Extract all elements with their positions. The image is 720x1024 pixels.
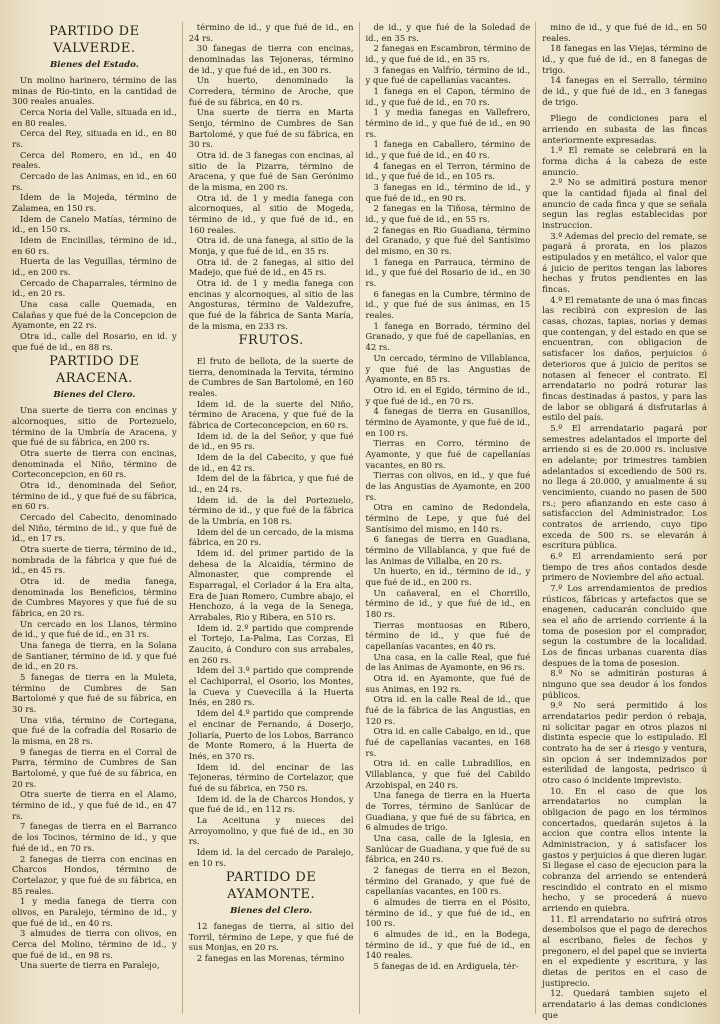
listing-paragraph: 7 fanegas de tierra en el Barranco de los Tocinos, término de id., y que fué de id., en 70 rs. bbox=[12, 821, 177, 853]
listing-paragraph: 6 fanegas en la Cumbre, término de id., y que fué de sus ánimas, en 15 reales. bbox=[365, 288, 531, 321]
listing-paragraph: 3 fanegas en Valfrío, término de id., y que fué de capellanías vacantes. bbox=[365, 64, 531, 86]
listing-paragraph: 2 fanegas en la Tiñosa, término de id., y que fué de id., en 55 rs. bbox=[365, 203, 531, 225]
listing-paragraph: Otra id. en calle Lubradillos, en Villablanca, y que fué del Cabildo Arzobispal, en 240 rs. bbox=[365, 758, 531, 790]
listing-paragraph: Otra id. de una fanega, al sitio de la Monja, y que fué de id., en 35 rs. bbox=[188, 235, 354, 257]
listing-paragraph: Un huerto, denominado la Corredera, término de Aroche, que fué de su fábrica, en 40 rs. bbox=[188, 75, 354, 107]
listing-paragraph: 1 fanega en Parrauca, término de id., y que fué del Rosario de id., en 30 rs. bbox=[365, 256, 531, 289]
listing-paragraph: Otra id. en calle Cabalgo, en id., que fué de capellanías vacantes, en 168 rs. bbox=[365, 726, 531, 758]
listing-paragraph: 6.º El arrendamiento será por tiempo de tres años contados desde primero de Noviembre del año actual. bbox=[542, 550, 707, 583]
listing-paragraph: Otro id. en el Egido, término de id., y que fué de id., en 70 rs. bbox=[365, 384, 531, 406]
listing-paragraph: 3 almudes de tierra con olivos, en Cerca del Molino, término de id., y que fué de id., en 98 rs. bbox=[12, 928, 177, 960]
listing-paragraph: Una casa calle Quemada, en Calañas y que fué de la Concepcion de Ayamonte, en 22 rs. bbox=[12, 299, 177, 331]
listing-paragraph: 8.º No se admitirán posturas á ninguno que sea deudor á los fondos públicos. bbox=[542, 668, 707, 700]
column-4 bbox=[542, 22, 712, 1020]
listing-paragraph: 7.º Los arrendamientos de predios rústicos, fábricas y artefactos que se enagenen, caducarán concluido que sea el año de arriendo corriente á la toma de posesion por el comprador, segun la costumbre de la localidad. Los de fincas urbanas cuarenta días despues de la toma de posesion. bbox=[542, 582, 707, 668]
listing-paragraph: 30 fanegas de tierra con encinas, denominadas las Tejoneras, término de id., y que fué de id., en 300 rs. bbox=[188, 43, 354, 75]
listing-paragraph: Idem de la del Cabecito, y que fué de id., en 42 rs. bbox=[188, 452, 354, 473]
listing-paragraph: 1 fanega en el Capon, término de id., y que fué de id., en 70 rs. bbox=[365, 86, 531, 107]
listing-paragraph: Cercado del Cabecito, denominado del Niño, término de id., y que fué de id., en 17 rs. bbox=[12, 512, 177, 544]
listing-paragraph: 1.º El remate se celebrará en la forma dicha á la cabeza de este anuncio. bbox=[542, 145, 707, 177]
listing-paragraph: Un cercado en los Llanos, término de id., y que fué de id., en 31 rs. bbox=[12, 618, 177, 640]
listing-paragraph: Una viña, término de Cortegana, que fué de la cofradía del Rosario de la misma, en 28 rs. bbox=[12, 714, 177, 747]
listing-paragraph: Otra id. en Ayamonte, que fué de sus Animas, en 192 rs. bbox=[365, 672, 531, 694]
section-subheading: Bienes del Estado. bbox=[49, 60, 139, 70]
listing-paragraph: Idem del 3.º partido que comprende el Cachiporral, el Osorio, los Montes, la Cueva y Cuevecilla á la Huerta Inés, en 280 rs. bbox=[188, 665, 354, 708]
listing-paragraph: Un huerto, en id., término de id., y que fué de id., en 200 rs. bbox=[365, 566, 531, 587]
listing-paragraph: mino de id., y que fué de id., en 50 reales. bbox=[542, 22, 707, 43]
listing-paragraph: 1 y media fanegas en Vallefrero, término de id., y que fué de id., en 90 rs. bbox=[365, 107, 531, 139]
listing-paragraph: Cerca del Rey, situada en id., en 80 rs. bbox=[12, 128, 177, 149]
listing-paragraph: Cercado de Chaparrales, término de id., en 20 rs. bbox=[12, 277, 177, 299]
listing-paragraph: Otra id., calle del Rosario, en id. y que fué de id., en 88 rs. bbox=[12, 331, 177, 352]
section-heading: PARTIDO DE ARACENA. bbox=[49, 354, 140, 386]
listing-paragraph: 1 fanega en Caballero, término de id., y que fué de id., en 40 rs. bbox=[365, 139, 531, 161]
listing-paragraph: Idem id. de la de Charcos Hondos, y que fué de id., en 112 rs. bbox=[188, 793, 354, 815]
listing-paragraph: El fruto de bellota, de la suerte de tierra, denominada la Tervita, término de Cumbres de San Bartolomé, en 160 reales. bbox=[188, 355, 354, 398]
listing-paragraph: Otra id. de 2 fanegas, al sitio del Madejo, que fué de id., en 45 rs. bbox=[188, 256, 354, 278]
listing-paragraph: 2.º No se admitirá postura menor que la cantidad fijada al final del anuncio de cada finca y que se señala segun las reglas establecidas por instruccion. bbox=[542, 177, 707, 231]
listing-paragraph: Idem del 4.º partido que comprende el encinar de Fernando, á Doserjo, Joliaría, Puerto de los Lobos, Barranco de Monte Romero, á la Huerta de Inés, en 370 rs. bbox=[188, 708, 354, 761]
listing-paragraph: Huerta de las Veguillas, término de id., en 200 rs. bbox=[12, 256, 177, 277]
listing-paragraph: 4 fanegas en el Terron, término de id., y que fué de id., en 105 rs. bbox=[365, 160, 531, 182]
listing-paragraph: de id., y que fué de la Soledad de id., en 35 rs. bbox=[365, 22, 531, 43]
listing-paragraph: Idem del de la fábrica, y que fué de id., en 24 rs. bbox=[188, 473, 354, 495]
listing-paragraph: 5 fanegas de tierra en la Muleta, término de Cumbres de San Bartolomé y que fué de su fábrica, en 30 rs. bbox=[12, 672, 177, 715]
section-subheading: Bienes del Clero. bbox=[230, 906, 313, 917]
listing-paragraph: 2 fanegas de tierra con encinas en Charcos Hondos, término de Cortelazor, y que fué de su fábrica, en 85 reales. bbox=[12, 853, 177, 896]
listing-paragraph: Otra suerte de tierra con encinas, denominada el Niño, término de Corteconcepcion, en 60 rs. bbox=[12, 447, 177, 480]
listing-paragraph: 3 fanegas en id., término de id., y que fué de id., en 90 rs. bbox=[365, 182, 531, 203]
listing-paragraph: Idem id. la del cercado de Paralejo, en 10 rs. bbox=[188, 846, 354, 868]
listing-paragraph: 10. En el caso de que los arrendatarios no cumplan la obligacion de pago en los términos concertados, quedarán sujetos á la accion que contra ellos intente la Administracion, y á satisfacer los gastos y perjuicios á que dieren lugar. Si llegase el caso de ejecucion para la cobranza del arriendo se entenderá rescindido el contrato en el mismo hecho, y se procederá á nuevo arriendo en quiebra. bbox=[542, 785, 707, 914]
listing-paragraph: Otra id. en la calle Real de id., que fué de la fábrica de las Angustias, en 120 rs. bbox=[365, 694, 531, 726]
listing-paragraph: 3.º Ademas del precio del remate, se pagará á prorata, en los plazos estipulados y en metálico, el valor que á juicio de peritos tengan las labores hechas y frutos pendientes en las fincas. bbox=[542, 230, 707, 295]
listing-paragraph: 2 fanegas en Rio Guadiana, término del Granado, y que fué del Santísimo del mismo, en 30 rs. bbox=[365, 224, 531, 257]
listing-paragraph: 6 almudes de id., en la Bodega, término de id., y que fué de id., en 140 reales. bbox=[365, 929, 531, 961]
listing-paragraph: Un cañaveral, en el Chorrillo, término de id., y que fué de id., en 180 rs. bbox=[365, 587, 531, 619]
listing-paragraph: Tierras en Corro, término de Ayamonte, y que fué de capellanías vacantes, en 80 rs. bbox=[365, 438, 531, 470]
listing-paragraph: 1 y media fanega de tierra con olivos, en Paralejo, término de id., y que fué de id., en 40 rs. bbox=[12, 896, 177, 928]
listing-paragraph: Una suerte de tierra con encinas y alcornoques, sitio de Portezuelo, término de la Umbría de Aracena, y que fué de su fábrica, en 200 rs. bbox=[12, 405, 177, 448]
listing-paragraph: Cercado de las Animas, en id., en 60 rs. bbox=[12, 170, 177, 192]
listing-paragraph: 11. El arrendatario no sufrirá otros desembolsos que el pago de derechos al escribano, fieles de fechos y pregonero, el del papel que se invierta en el expediente y escritura, y las dietas de peritos en el caso de justiprecio. bbox=[542, 913, 707, 988]
column-3 bbox=[366, 22, 537, 1014]
listing-paragraph: Idem id. de la suerte del Niño, término de Aracena, y que fué de la fábrica de Corteconcepcion, en 60 rs. bbox=[188, 398, 354, 431]
listing-paragraph: Un molino harinero, término de las minas de Rio-tinto, en la cantidad de 300 reales anuales. bbox=[12, 74, 177, 107]
listing-paragraph: Otra suerte de tierra en el Alamo, término de id., y que fué de id., en 47 rs. bbox=[12, 789, 177, 821]
section-heading: PARTIDO DE VALVERDE. bbox=[49, 24, 140, 56]
listing-paragraph: Otra id. de 3 fanegas con encinas, al sitio de la Pizarra, término de Aracena, y que fué de San Gerónimo de la misma, en 200 rs. bbox=[188, 150, 354, 193]
listing-paragraph: Un cercado, término de Villablanca, y que fué de las Angustias de Ayamonte, en 85 rs. bbox=[365, 352, 531, 385]
listing-paragraph: 9.º No será permitido á los arrendatarios pedir perdon ó rebaja, ni solicitar pagar en otros plazos ni distinta especie que lo estipulado. El contrato ha de ser á riesgo y ventura, sin opcion á ser indemnizados por esterilidad de langosta, pedrisco ú otro caso ó incidente imprevisto. bbox=[542, 700, 707, 786]
section-subheading: Bienes del Clero. bbox=[53, 390, 136, 401]
listing-paragraph: La Aceituna y nueces del Arroyomolino, y que fué de id., en 30 rs. bbox=[188, 814, 354, 847]
listing-paragraph: Cerca del Romero, en id., en 40 reales. bbox=[12, 149, 177, 171]
listing-paragraph: Una casa, calle de la Iglesia, en Sanlúcar de Guadiana, y que fué de su fábrica, en 240 rs. bbox=[365, 833, 531, 865]
listing-paragraph: Otra id. de 1 y media fanega con alcornoques, al sitio de Mogeda, término de id., y que fué de id., en 160 reales. bbox=[188, 192, 354, 235]
listing-paragraph: Una suerte de tierra en Marta Senjo, término de Cumbres de San Bartolomé, y que fué de su fábrica, en 30 rs. bbox=[188, 107, 354, 150]
listing-paragraph: 9 fanegas de tierra en el Corral de Parra, término de Cumbres de San Bartolomé, y que fué de su fábrica, en 20 rs. bbox=[12, 746, 177, 789]
listing-paragraph: 2 fanegas en Escambron, término de id., y que fué de id., en 35 rs. bbox=[365, 43, 531, 65]
section-heading: FRUTOS. bbox=[238, 333, 304, 349]
listing-paragraph: Tierras montuosas en Ribero, término de id., y que fué de capellanías vacantes, en 40 rs. bbox=[365, 619, 531, 651]
listing-paragraph: 4.º El rematante de una ó mas fincas las recibirá con expresion de las casas, chozas, tapias, norias y demas que contengan, y del estado en que se encuentran, con obligacion de satisfacer los daños, perjuicios ó deterioros que á juicio de peritos se notasen al fenecer el contrato. El arrendatario no podrá roturar las fincas destinadas á pastos, y para las de labor se obligará á disfrutarlas á estilo del país. bbox=[542, 294, 707, 423]
listing-paragraph: 12 fanegas de tierra, al sitio del Torril, término de Lepe, y que fué de sus Monjas, en 20 rs. bbox=[188, 921, 354, 953]
listing-paragraph: 18 fanegas en las Viejas, término de id., y que fué de id., en 8 fanegas de trigo. bbox=[542, 43, 707, 75]
column-2 bbox=[189, 22, 360, 1014]
listing-paragraph: 2 fanegas en las Morenas, término bbox=[196, 953, 345, 964]
listing-paragraph: Idem id. 2.º partido que comprende el Tortejo, La-Palma, Las Corzas, El Zaucito, á Conduro con sus arrabales, en 260 rs. bbox=[188, 622, 354, 665]
listing-paragraph: 6 almudes de tierra en el Pósito, término de id., y que fué de id., en 100 rs. bbox=[365, 897, 531, 929]
listing-paragraph: 4 fanegas de tierra en Gusanillos, término de Ayamonte, y que fué de id., en 100 rs. bbox=[365, 406, 531, 438]
listing-paragraph: 12. Quedará tambien sujeto el arrendatario á las demas condiciones que bbox=[542, 988, 707, 1020]
listing-paragraph: Idem de la Mojeda, término de Zalamea, en 150 rs. bbox=[12, 192, 177, 213]
listing-paragraph: Tierras con olivos, en id., y que fué de las Angustias de Ayamonte, en 200 rs. bbox=[365, 470, 531, 502]
listing-paragraph: Idem del de un cercado, de la misma fábrica, en 20 rs. bbox=[188, 526, 354, 548]
listing-paragraph: 5 fanegas de id. en Ardiguela, tér- bbox=[373, 961, 519, 972]
listing-paragraph: Idem de Canelo Matías, término de id., en 150 rs. bbox=[12, 213, 177, 235]
listing-paragraph: Idem id. de la del Señor, y que fué de id., en 95 rs. bbox=[188, 430, 354, 452]
listing-paragraph: Idem id. de la del Portezuelo, término de id., y que fué de la fábrica de la Umbría, en 108 rs. bbox=[188, 494, 354, 527]
listing-paragraph: Otra id. de media fanega, denominada los Beneficios, término de Cumbres Mayores y que fué de su fábrica, en 20 rs. bbox=[12, 576, 177, 619]
listing-paragraph: Una suerte de tierra en Paralejo, bbox=[20, 960, 160, 971]
listing-paragraph: Cerca Noria del Valle, situada en id., en 80 reales. bbox=[12, 106, 177, 128]
listing-paragraph: 1 fanega en Borrado, término del Granado, y que fué de capellanías, en 42 rs. bbox=[365, 320, 531, 353]
listing-paragraph: 14 fanegas en el Serrallo, término de id., y que fué de id., en 3 fanegas de trigo. bbox=[542, 75, 707, 107]
listing-paragraph: Pliego de condiciones para el arriendo en subasta de las fincas anteriormente expresadas. bbox=[542, 113, 707, 145]
listing-paragraph: 2 fanegas de tierra en el Bezon, término del Granado, y que fué de capellanías vacantes, en 100 rs. bbox=[365, 865, 531, 897]
listing-paragraph: Otra id. de 1 y media fanega con encinas y alcornoques, al sitio de las Angosturas, término de Valdezufre, que fué de la fábrica de Santa María, de la misma, en 233 rs. bbox=[188, 278, 354, 331]
listing-paragraph: Una fanega de tierra en la Huerta de Torres, término de Sanlúcar de Guadiana, y que fué de su fábrica, en 6 almudes de trigo. bbox=[365, 790, 531, 833]
listing-paragraph: término de id., y que fué de id., en 24 rs. bbox=[188, 22, 354, 43]
listing-paragraph: Una fanega de tierra, en la Solana de Santianer, término de id. y que fué de id., en 20 rs. bbox=[12, 640, 177, 672]
listing-paragraph: Una casa, en la calle Real, que fué de las Animas de Ayamonte, en 96 rs. bbox=[365, 651, 531, 673]
column-1 bbox=[12, 22, 183, 1014]
listing-paragraph: 6 fanegas de tierra en Guadiana, término de Villablanca, y que fué de las Animas de Villalba, en 20 rs. bbox=[365, 534, 531, 566]
listing-paragraph: Otra id., denominada del Señor, término de id., y que fué de su fábrica, en 60 rs. bbox=[12, 479, 177, 512]
listing-paragraph: 5.º El arrendatario pagará por semestres adelantados el importe del arriendo si es de 20.000 rs. inclusive en adelante; por trimestres tambien adelantados si excediendo de 500 rs. no llega á 20.000, y anualmente á su vencimiento, cuando no pasen de 500 rs.; pero afianzando en este caso á satisfaccion del Administrador. Los contratos de arriendo, cuyo tipo exceda de 500 rs. se elevarán á escritura pública. bbox=[542, 422, 707, 551]
listing-paragraph: Idem id. del primer partido de la dehesa de la Alcaidía, término de Almonaster, que comprende el Esparragal, el Corlador á la Era alta, Era de Juan Romero, Cumbre abajo, el Henchozo, á la vega de la Senega, Arrabales, Rio y Ribera, en 510 rs. bbox=[188, 548, 354, 623]
listing-paragraph: Idem de Encinillas, término de id., en 60 rs. bbox=[12, 234, 177, 256]
listing-paragraph: Otra suerte de tierra, término de id., nombrada de la fábrica y que fué de id., en 45 rs. bbox=[12, 544, 177, 576]
listing-paragraph: Idem id. del encinar de las Tejoneras, término de Cortelazor, que fué de su fábrica, en 750 rs. bbox=[188, 761, 354, 793]
section-heading: PARTIDO DE AYAMONTE. bbox=[225, 870, 317, 902]
listing-paragraph: Otra en camino de Redondela, término de Lepe, y que fué del Santísimo del mismo, en 140 rs. bbox=[365, 502, 531, 534]
